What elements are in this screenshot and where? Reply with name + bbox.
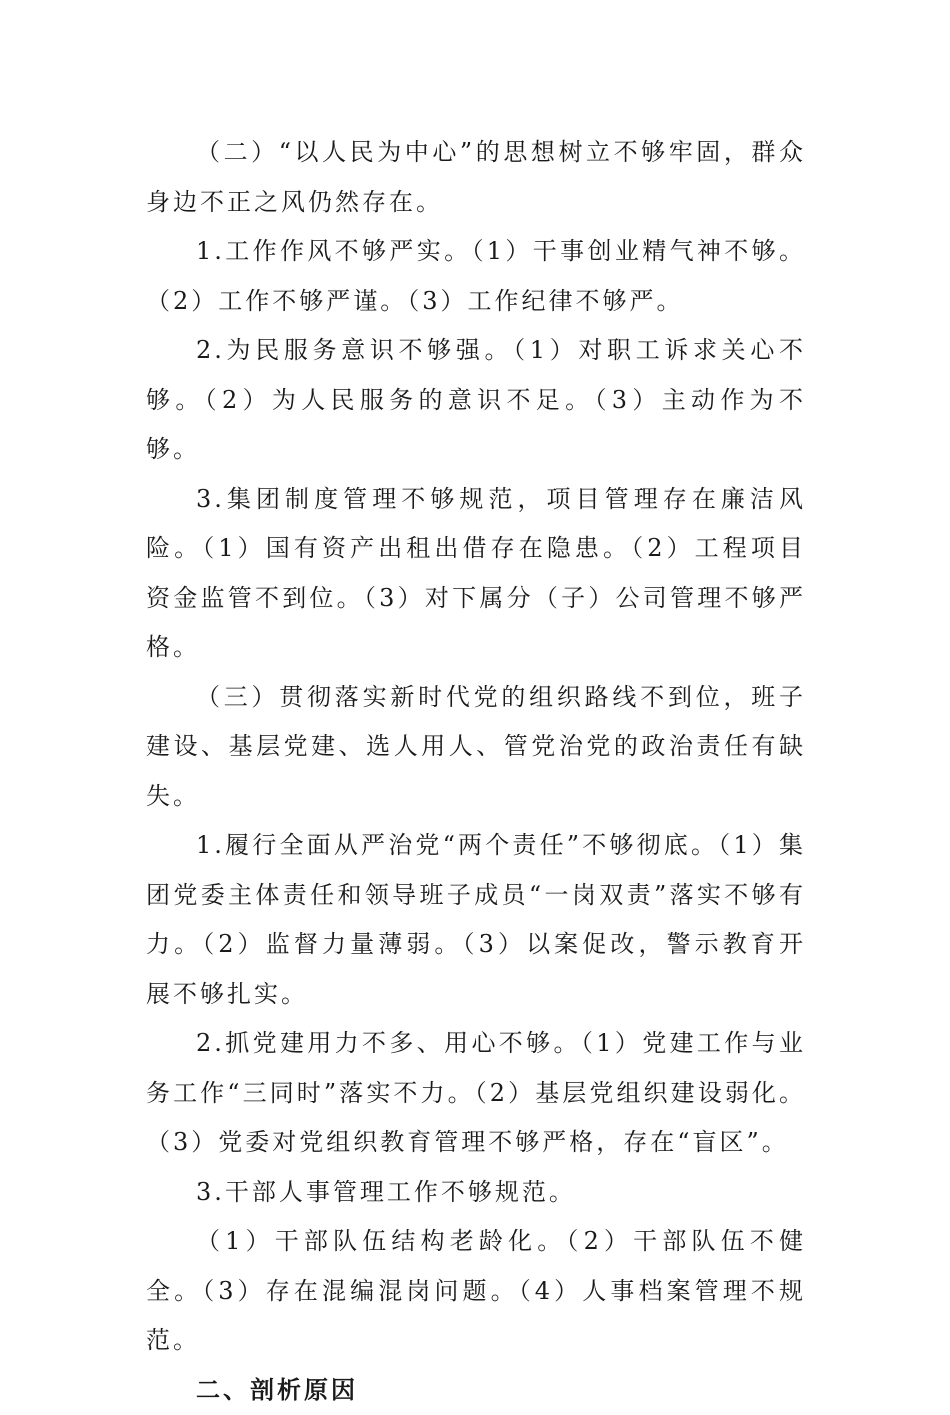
- paragraph-item-3-b: 3.干部人事管理工作不够规范。: [146, 1168, 806, 1218]
- section-heading-2: （二）“以人民为中心”的思想树立不够牢固，群众身边不正之风仍然存在。: [146, 128, 806, 227]
- paragraph-item-1-b: 1.履行全面从严治党“两个责任”不够彻底。（1）集团党委主体责任和领导班子成员“一岗双责”落实不够有力。（2）监督力量薄弱。（3）以案促改，警示教育开展不够扎实。: [146, 821, 806, 1019]
- chapter-heading: 二、剖析原因: [146, 1366, 806, 1415]
- paragraph-item-2-b: 2.抓党建用力不多、用心不够。（1）党建工作与业务工作“三同时”落实不力。（2）基层党组织建设弱化。（3）党委对党组织教育管理不够严格，存在“盲区”。: [146, 1019, 806, 1168]
- paragraph-item-1: 1.工作作风不够严实。（1）干事创业精气神不够。（2）工作不够严谨。（3）工作纪律不够严。: [146, 227, 806, 326]
- document-body: [146, 128, 806, 1415]
- section-heading-3: （三）贯彻落实新时代党的组织路线不到位，班子建设、基层党建、选人用人、管党治党的政治责任有缺失。: [146, 673, 806, 822]
- paragraph-item-2: 2.为民服务意识不够强。（1）对职工诉求关心不够。（2）为人民服务的意识不足。（3）主动作为不够。: [146, 326, 806, 475]
- paragraph-subitems: （1）干部队伍结构老龄化。（2）干部队伍不健全。（3）存在混编混岗问题。（4）人事档案管理不规范。: [146, 1217, 806, 1366]
- paragraph-item-3: 3.集团制度管理不够规范，项目管理存在廉洁风险。（1）国有资产出租出借存在隐患。（2）工程项目资金监管不到位。（3）对下属分（子）公司管理不够严格。: [146, 475, 806, 673]
